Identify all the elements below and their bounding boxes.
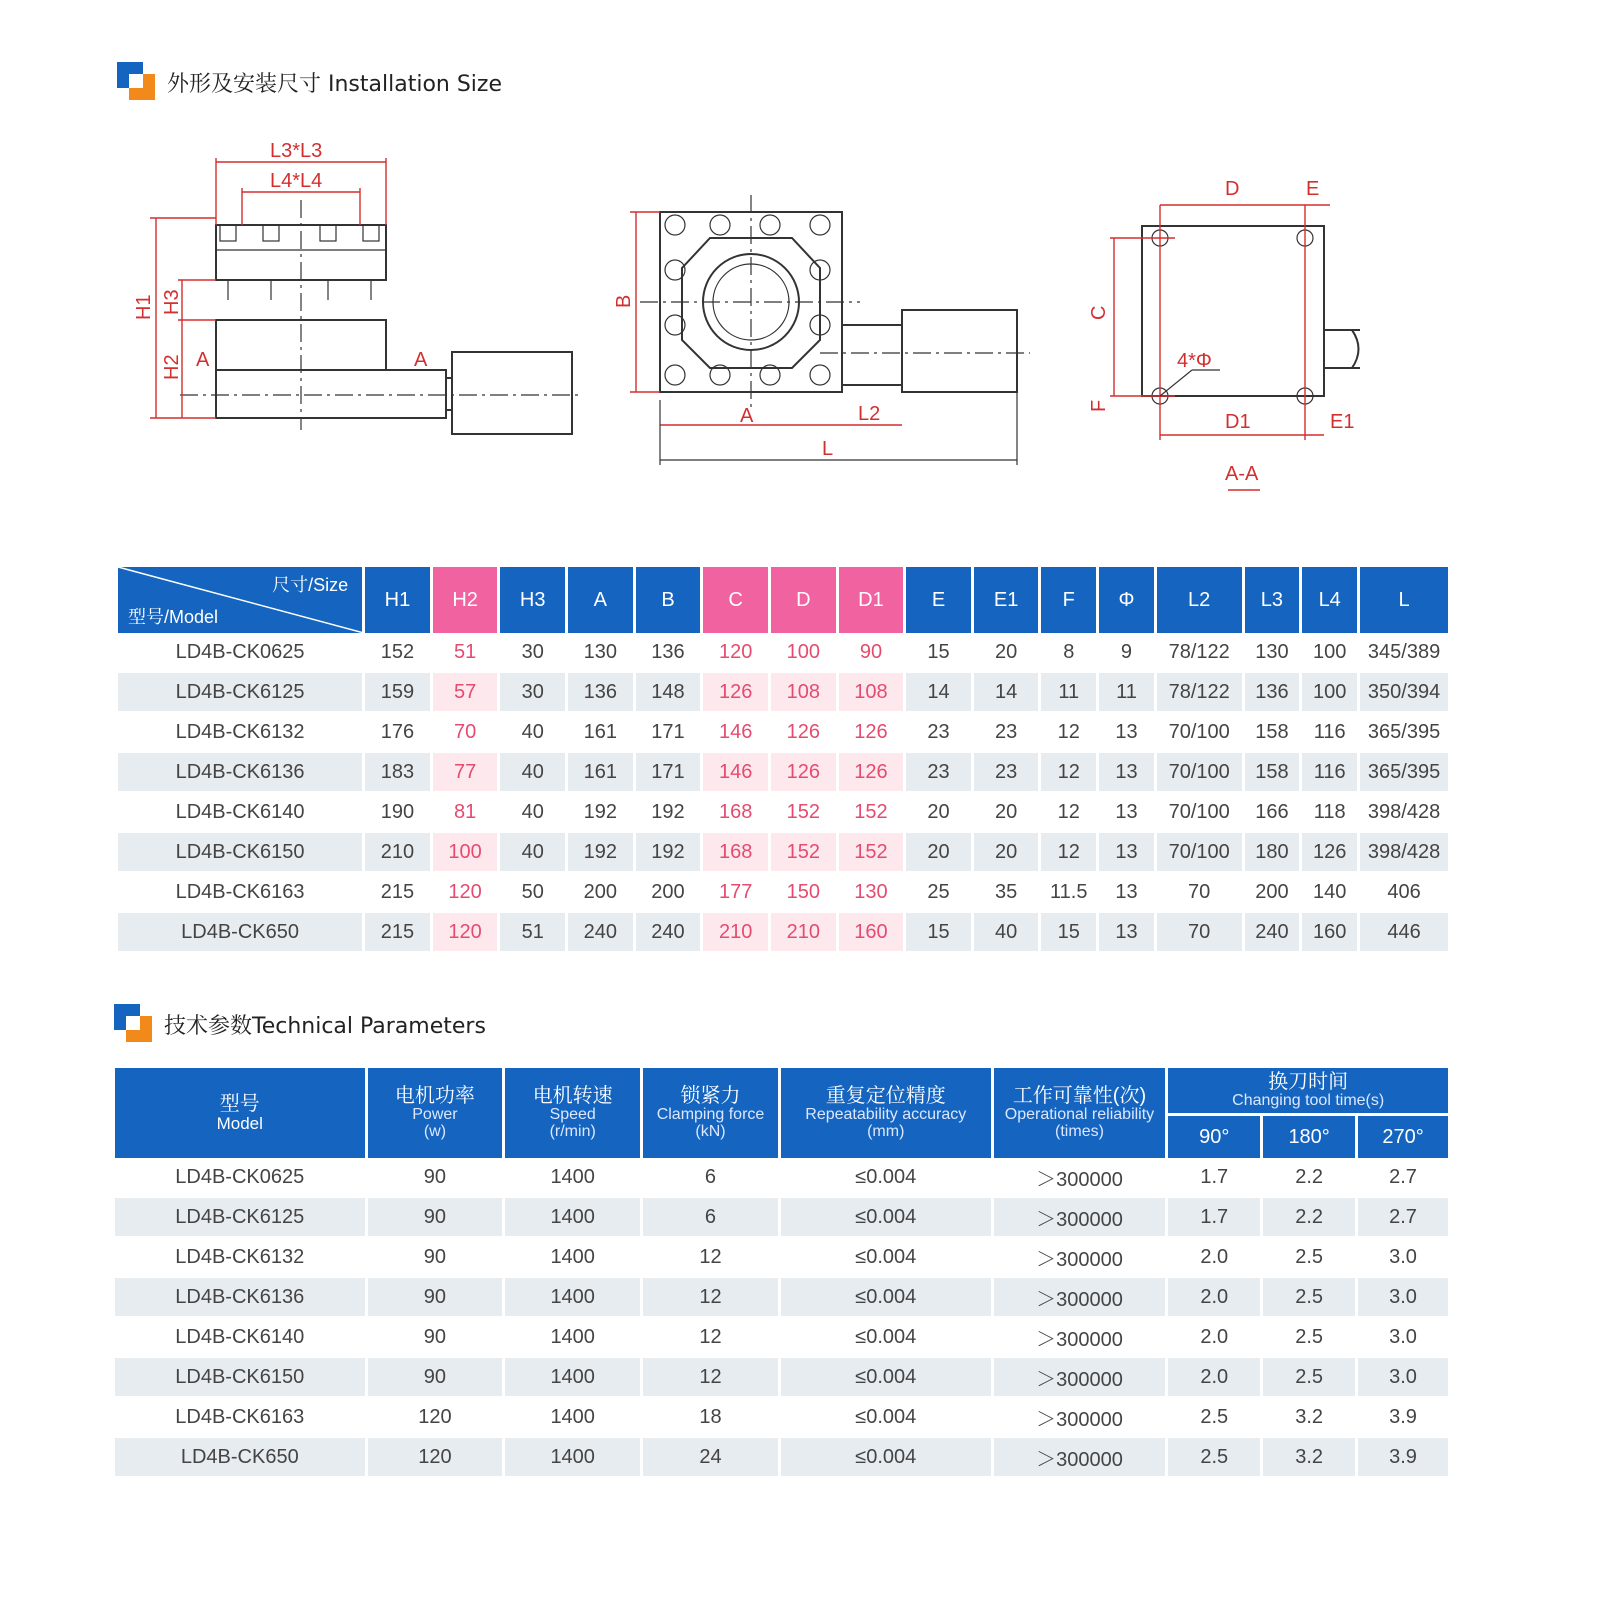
size-value-cell: 11 xyxy=(1041,673,1099,713)
size-value-cell: 77 xyxy=(433,753,501,793)
label-d: D xyxy=(1225,178,1240,200)
param-value-cell: ＞300000 xyxy=(994,1398,1169,1438)
param-value-cell: ≤0.004 xyxy=(781,1318,994,1358)
size-value-cell: 130 xyxy=(839,873,907,913)
size-value-cell: 13 xyxy=(1099,873,1157,913)
size-value-cell: 78/122 xyxy=(1157,673,1245,713)
size-value-cell: 161 xyxy=(568,713,636,753)
side-view-drawing xyxy=(133,140,580,434)
model-cell: LD4B-CK6136 xyxy=(115,1278,368,1318)
param-value-cell: ＞300000 xyxy=(994,1278,1169,1318)
param-value-cell: 1400 xyxy=(505,1438,643,1478)
size-value-cell: 200 xyxy=(1245,873,1303,913)
size-value-cell: 40 xyxy=(500,713,568,753)
size-value-cell: 176 xyxy=(365,713,433,753)
label-d1: D1 xyxy=(1225,411,1251,433)
model-cell: LD4B-CK6150 xyxy=(118,833,365,873)
size-value-cell: 14 xyxy=(974,673,1042,713)
model-cell: LD4B-CK6136 xyxy=(118,753,365,793)
size-value-cell: 192 xyxy=(568,833,636,873)
param-value-cell: ≤0.004 xyxy=(781,1398,994,1438)
label-a: A xyxy=(740,405,754,427)
param-value-cell: 1.7 xyxy=(1168,1158,1263,1198)
param-value-cell: 90 xyxy=(368,1318,506,1358)
size-value-cell: 30 xyxy=(500,633,568,673)
param-value-cell: 2.5 xyxy=(1168,1438,1263,1478)
size-value-cell: 35 xyxy=(974,873,1042,913)
tech-table-row xyxy=(115,1398,1448,1438)
param-value-cell: ≤0.004 xyxy=(781,1158,994,1198)
tech-table-row xyxy=(115,1158,1448,1198)
model-cell: LD4B-CK6132 xyxy=(115,1238,368,1278)
model-cell: LD4B-CK6140 xyxy=(115,1318,368,1358)
size-value-cell: 50 xyxy=(500,873,568,913)
param-value-cell: 2.0 xyxy=(1168,1358,1263,1398)
size-value-cell: 20 xyxy=(906,793,974,833)
param-value-cell: ≤0.004 xyxy=(781,1278,994,1318)
param-value-cell: 2.5 xyxy=(1263,1318,1358,1358)
size-value-cell: 100 xyxy=(1302,673,1360,713)
size-table-row xyxy=(118,713,1448,753)
size-value-cell: 190 xyxy=(365,793,433,833)
size-value-cell: 146 xyxy=(703,753,771,793)
label-b: B xyxy=(613,294,635,308)
size-table-row xyxy=(118,833,1448,873)
size-value-cell: 81 xyxy=(433,793,501,833)
param-value-cell: ≤0.004 xyxy=(781,1238,994,1278)
param-value-cell: 1400 xyxy=(505,1238,643,1278)
model-cell: LD4B-CK6163 xyxy=(115,1398,368,1438)
param-value-cell: 3.9 xyxy=(1358,1438,1448,1478)
technical-parameters-title: 技术参数Technical Parameters xyxy=(164,1013,486,1039)
param-value-cell: ＞300000 xyxy=(994,1238,1169,1278)
label-l: L xyxy=(822,438,834,460)
model-cell: LD4B-CK6125 xyxy=(115,1198,368,1238)
col-h2: H2 xyxy=(433,567,501,633)
size-table-row xyxy=(118,793,1448,833)
size-value-cell: 25 xyxy=(906,873,974,913)
tech-col-changing-time: 换刀时间 Changing tool time(s) xyxy=(1168,1068,1448,1113)
size-value-cell: 100 xyxy=(771,633,839,673)
size-value-cell: 152 xyxy=(771,833,839,873)
size-value-cell: 8 xyxy=(1041,633,1099,673)
size-value-cell: 168 xyxy=(703,833,771,873)
size-value-cell: 136 xyxy=(568,673,636,713)
param-value-cell: 90 xyxy=(368,1158,506,1198)
param-value-cell: ＞300000 xyxy=(994,1318,1169,1358)
label-h3: H3 xyxy=(161,289,183,315)
size-value-cell: 126 xyxy=(771,753,839,793)
size-table-row xyxy=(118,633,1448,673)
size-value-cell: 126 xyxy=(703,673,771,713)
size-value-cell: 345/389 xyxy=(1360,633,1448,673)
size-value-cell: 200 xyxy=(636,873,704,913)
size-value-cell: 180 xyxy=(1245,833,1303,873)
model-cell: LD4B-CK0625 xyxy=(118,633,365,673)
size-value-cell: 70/100 xyxy=(1157,753,1245,793)
param-value-cell: 90 xyxy=(368,1238,506,1278)
corner-size-label: 尺寸/Size xyxy=(272,575,349,595)
tech-col-reliability: 工作可靠性(次) Operational reliability (times) xyxy=(994,1068,1169,1158)
tech-table-row xyxy=(115,1438,1448,1478)
size-value-cell: 12 xyxy=(1041,713,1099,753)
param-value-cell: 3.2 xyxy=(1263,1398,1358,1438)
size-value-cell: 14 xyxy=(906,673,974,713)
size-table-row xyxy=(118,753,1448,793)
size-value-cell: 365/395 xyxy=(1360,753,1448,793)
size-value-cell: 146 xyxy=(703,713,771,753)
param-value-cell: 2.0 xyxy=(1168,1238,1263,1278)
param-value-cell: 2.0 xyxy=(1168,1278,1263,1318)
size-value-cell: 240 xyxy=(636,913,704,953)
size-value-cell: 30 xyxy=(500,673,568,713)
param-value-cell: 90 xyxy=(368,1358,506,1398)
size-value-cell: 12 xyxy=(1041,833,1099,873)
size-value-cell: 40 xyxy=(500,833,568,873)
size-value-cell: 140 xyxy=(1302,873,1360,913)
size-value-cell: 161 xyxy=(568,753,636,793)
param-value-cell: 3.9 xyxy=(1358,1398,1448,1438)
size-value-cell: 365/395 xyxy=(1360,713,1448,753)
size-value-cell: 15 xyxy=(1041,913,1099,953)
size-value-cell: 158 xyxy=(1245,713,1303,753)
size-value-cell: 446 xyxy=(1360,913,1448,953)
tech-table-row xyxy=(115,1198,1448,1238)
model-cell: LD4B-CK6140 xyxy=(118,793,365,833)
col-phi: Φ xyxy=(1099,567,1157,633)
param-value-cell: 12 xyxy=(643,1358,781,1398)
param-value-cell: 1400 xyxy=(505,1278,643,1318)
param-value-cell: 2.5 xyxy=(1263,1358,1358,1398)
col-e: E xyxy=(906,567,974,633)
size-value-cell: 171 xyxy=(636,753,704,793)
corner-model-label: 型号/Model xyxy=(128,607,219,627)
size-table-body xyxy=(118,633,1448,953)
installation-size-title: 外形及安装尺寸 Installation Size xyxy=(167,71,502,97)
size-value-cell: 78/122 xyxy=(1157,633,1245,673)
param-value-cell: 3.0 xyxy=(1358,1358,1448,1398)
tech-col-90: 90° xyxy=(1168,1113,1263,1158)
col-d: D xyxy=(771,567,839,633)
size-value-cell: 51 xyxy=(500,913,568,953)
param-value-cell: 2.2 xyxy=(1263,1198,1358,1238)
param-value-cell: ＞300000 xyxy=(994,1158,1169,1198)
tech-table-row xyxy=(115,1278,1448,1318)
size-value-cell: 158 xyxy=(1245,753,1303,793)
size-value-cell: 51 xyxy=(433,633,501,673)
size-value-cell: 210 xyxy=(365,833,433,873)
label-e1: E1 xyxy=(1330,411,1355,433)
param-value-cell: 90 xyxy=(368,1198,506,1238)
param-value-cell: 90 xyxy=(368,1278,506,1318)
param-value-cell: 1400 xyxy=(505,1398,643,1438)
label-section-aa: A-A xyxy=(1225,463,1259,485)
tech-table-body xyxy=(115,1158,1448,1478)
size-value-cell: 108 xyxy=(839,673,907,713)
param-value-cell: ＞300000 xyxy=(994,1198,1169,1238)
size-value-cell: 12 xyxy=(1041,793,1099,833)
size-value-cell: 136 xyxy=(1245,673,1303,713)
size-value-cell: 40 xyxy=(500,793,568,833)
col-f: F xyxy=(1041,567,1099,633)
size-value-cell: 152 xyxy=(365,633,433,673)
label-e: E xyxy=(1306,178,1320,200)
model-cell: LD4B-CK6150 xyxy=(115,1358,368,1398)
size-value-cell: 23 xyxy=(906,753,974,793)
size-value-cell: 13 xyxy=(1099,753,1157,793)
technical-parameters-heading xyxy=(114,1004,486,1044)
size-value-cell: 130 xyxy=(568,633,636,673)
label-a-right: A xyxy=(414,349,428,371)
col-a: A xyxy=(568,567,636,633)
section-bullet-icon xyxy=(114,1004,154,1044)
size-value-cell: 20 xyxy=(974,833,1042,873)
col-d1: D1 xyxy=(839,567,907,633)
size-value-cell: 398/428 xyxy=(1360,833,1448,873)
installation-size-heading xyxy=(117,62,502,102)
param-value-cell: 12 xyxy=(643,1238,781,1278)
model-cell: LD4B-CK0625 xyxy=(115,1158,368,1198)
param-value-cell: 3.0 xyxy=(1358,1278,1448,1318)
size-value-cell: 15 xyxy=(906,633,974,673)
param-value-cell: ＞300000 xyxy=(994,1358,1169,1398)
param-value-cell: 2.5 xyxy=(1263,1238,1358,1278)
model-cell: LD4B-CK6132 xyxy=(118,713,365,753)
size-value-cell: 20 xyxy=(974,633,1042,673)
param-value-cell: 1.7 xyxy=(1168,1198,1263,1238)
size-value-cell: 70/100 xyxy=(1157,833,1245,873)
label-f: F xyxy=(1088,399,1110,412)
col-l: L xyxy=(1360,567,1448,633)
size-value-cell: 120 xyxy=(433,913,501,953)
size-value-cell: 116 xyxy=(1302,713,1360,753)
size-value-cell: 70/100 xyxy=(1157,793,1245,833)
size-value-cell: 210 xyxy=(703,913,771,953)
col-l4: L4 xyxy=(1302,567,1360,633)
size-value-cell: 210 xyxy=(771,913,839,953)
param-value-cell: 12 xyxy=(643,1318,781,1358)
size-value-cell: 40 xyxy=(974,913,1042,953)
label-c: C xyxy=(1088,305,1110,320)
param-value-cell: 3.0 xyxy=(1358,1318,1448,1358)
size-value-cell: 20 xyxy=(974,793,1042,833)
size-value-cell: 177 xyxy=(703,873,771,913)
size-value-cell: 23 xyxy=(906,713,974,753)
param-value-cell: 3.2 xyxy=(1263,1438,1358,1478)
size-value-cell: 406 xyxy=(1360,873,1448,913)
size-value-cell: 200 xyxy=(568,873,636,913)
tech-col-clamping: 锁紧力 Clamping force (kN) xyxy=(643,1068,781,1158)
size-value-cell: 100 xyxy=(1302,633,1360,673)
label-l4l4: L4*L4 xyxy=(270,170,323,192)
size-value-cell: 13 xyxy=(1099,913,1157,953)
col-h1: H1 xyxy=(365,567,433,633)
tech-col-270: 270° xyxy=(1358,1113,1448,1158)
size-value-cell: 100 xyxy=(433,833,501,873)
size-value-cell: 171 xyxy=(636,713,704,753)
size-value-cell: 118 xyxy=(1302,793,1360,833)
corner-header xyxy=(118,567,365,633)
size-value-cell: 126 xyxy=(839,753,907,793)
size-value-cell: 11.5 xyxy=(1041,873,1099,913)
col-e1: E1 xyxy=(974,567,1042,633)
label-h2: H2 xyxy=(161,354,183,380)
label-a-left: A xyxy=(196,349,210,371)
col-c: C xyxy=(703,567,771,633)
label-l2: L2 xyxy=(858,403,881,425)
param-value-cell: 1400 xyxy=(505,1198,643,1238)
size-value-cell: 13 xyxy=(1099,833,1157,873)
size-value-cell: 126 xyxy=(771,713,839,753)
param-value-cell: 1400 xyxy=(505,1158,643,1198)
label-h1: H1 xyxy=(133,294,155,320)
size-table-row xyxy=(118,673,1448,713)
param-value-cell: ≤0.004 xyxy=(781,1358,994,1398)
size-value-cell: 192 xyxy=(568,793,636,833)
param-value-cell: ≤0.004 xyxy=(781,1198,994,1238)
param-value-cell: ≤0.004 xyxy=(781,1438,994,1478)
param-value-cell: 120 xyxy=(368,1398,506,1438)
size-value-cell: 70 xyxy=(1157,873,1245,913)
size-value-cell: 13 xyxy=(1099,793,1157,833)
front-view-drawing xyxy=(613,195,1030,465)
size-value-cell: 120 xyxy=(433,873,501,913)
param-value-cell: 1400 xyxy=(505,1358,643,1398)
installation-size-table xyxy=(118,567,1448,953)
tech-table-row xyxy=(115,1358,1448,1398)
label-l3l3: L3*L3 xyxy=(270,140,323,162)
param-value-cell: 6 xyxy=(643,1158,781,1198)
param-value-cell: 2.5 xyxy=(1263,1278,1358,1318)
size-value-cell: 192 xyxy=(636,793,704,833)
size-value-cell: 148 xyxy=(636,673,704,713)
param-value-cell: 1400 xyxy=(505,1318,643,1358)
param-value-cell: 24 xyxy=(643,1438,781,1478)
size-value-cell: 215 xyxy=(365,913,433,953)
section-bullet-icon xyxy=(117,62,157,102)
size-value-cell: 152 xyxy=(839,833,907,873)
param-value-cell: ＞300000 xyxy=(994,1438,1169,1478)
size-value-cell: 116 xyxy=(1302,753,1360,793)
size-value-cell: 12 xyxy=(1041,753,1099,793)
tech-col-speed: 电机转速 Speed (r/min) xyxy=(505,1068,643,1158)
tech-table-header xyxy=(115,1068,1448,1113)
tech-table-row xyxy=(115,1238,1448,1278)
param-value-cell: 12 xyxy=(643,1278,781,1318)
size-value-cell: 70/100 xyxy=(1157,713,1245,753)
param-value-cell: 2.0 xyxy=(1168,1318,1263,1358)
size-value-cell: 183 xyxy=(365,753,433,793)
size-value-cell: 40 xyxy=(500,753,568,793)
tech-table-row xyxy=(115,1318,1448,1358)
size-value-cell: 126 xyxy=(1302,833,1360,873)
size-value-cell: 166 xyxy=(1245,793,1303,833)
size-value-cell: 130 xyxy=(1245,633,1303,673)
col-h3: H3 xyxy=(500,567,568,633)
label-phi: 4*Φ xyxy=(1177,350,1212,372)
size-value-cell: 398/428 xyxy=(1360,793,1448,833)
model-cell: LD4B-CK6163 xyxy=(118,873,365,913)
size-table-row xyxy=(118,913,1448,953)
size-value-cell: 23 xyxy=(974,713,1042,753)
size-value-cell: 215 xyxy=(365,873,433,913)
size-value-cell: 350/394 xyxy=(1360,673,1448,713)
param-value-cell: 3.0 xyxy=(1358,1238,1448,1278)
size-value-cell: 90 xyxy=(839,633,907,673)
size-value-cell: 20 xyxy=(906,833,974,873)
size-value-cell: 152 xyxy=(771,793,839,833)
size-value-cell: 160 xyxy=(839,913,907,953)
col-b: B xyxy=(636,567,704,633)
tech-col-accuracy: 重复定位精度 Repeatability accuracy (mm) xyxy=(781,1068,994,1158)
model-cell: LD4B-CK6125 xyxy=(118,673,365,713)
technical-parameters-table xyxy=(115,1068,1448,1478)
tech-col-model: 型号 Model xyxy=(115,1068,368,1158)
size-value-cell: 11 xyxy=(1099,673,1157,713)
param-value-cell: 2.2 xyxy=(1263,1158,1358,1198)
size-value-cell: 152 xyxy=(839,793,907,833)
tech-col-180: 180° xyxy=(1263,1113,1358,1158)
size-table-header xyxy=(118,567,1448,633)
col-l2: L2 xyxy=(1157,567,1245,633)
size-value-cell: 159 xyxy=(365,673,433,713)
size-value-cell: 168 xyxy=(703,793,771,833)
param-value-cell: 6 xyxy=(643,1198,781,1238)
size-table-row xyxy=(118,873,1448,913)
size-value-cell: 70 xyxy=(433,713,501,753)
size-value-cell: 15 xyxy=(906,913,974,953)
param-value-cell: 18 xyxy=(643,1398,781,1438)
param-value-cell: 2.7 xyxy=(1358,1198,1448,1238)
size-value-cell: 126 xyxy=(839,713,907,753)
size-value-cell: 57 xyxy=(433,673,501,713)
size-value-cell: 13 xyxy=(1099,713,1157,753)
size-value-cell: 9 xyxy=(1099,633,1157,673)
param-value-cell: 2.7 xyxy=(1358,1158,1448,1198)
section-aa-drawing xyxy=(1088,178,1360,490)
size-value-cell: 136 xyxy=(636,633,704,673)
size-value-cell: 23 xyxy=(974,753,1042,793)
size-value-cell: 108 xyxy=(771,673,839,713)
model-cell: LD4B-CK650 xyxy=(115,1438,368,1478)
size-value-cell: 150 xyxy=(771,873,839,913)
size-value-cell: 240 xyxy=(1245,913,1303,953)
size-value-cell: 192 xyxy=(636,833,704,873)
size-value-cell: 120 xyxy=(703,633,771,673)
model-cell: LD4B-CK650 xyxy=(118,913,365,953)
tech-col-power: 电机功率 Power (w) xyxy=(368,1068,506,1158)
param-value-cell: 120 xyxy=(368,1438,506,1478)
size-value-cell: 240 xyxy=(568,913,636,953)
size-value-cell: 70 xyxy=(1157,913,1245,953)
param-value-cell: 2.5 xyxy=(1168,1398,1263,1438)
size-value-cell: 160 xyxy=(1302,913,1360,953)
col-l3: L3 xyxy=(1245,567,1303,633)
installation-drawings xyxy=(120,130,1420,510)
